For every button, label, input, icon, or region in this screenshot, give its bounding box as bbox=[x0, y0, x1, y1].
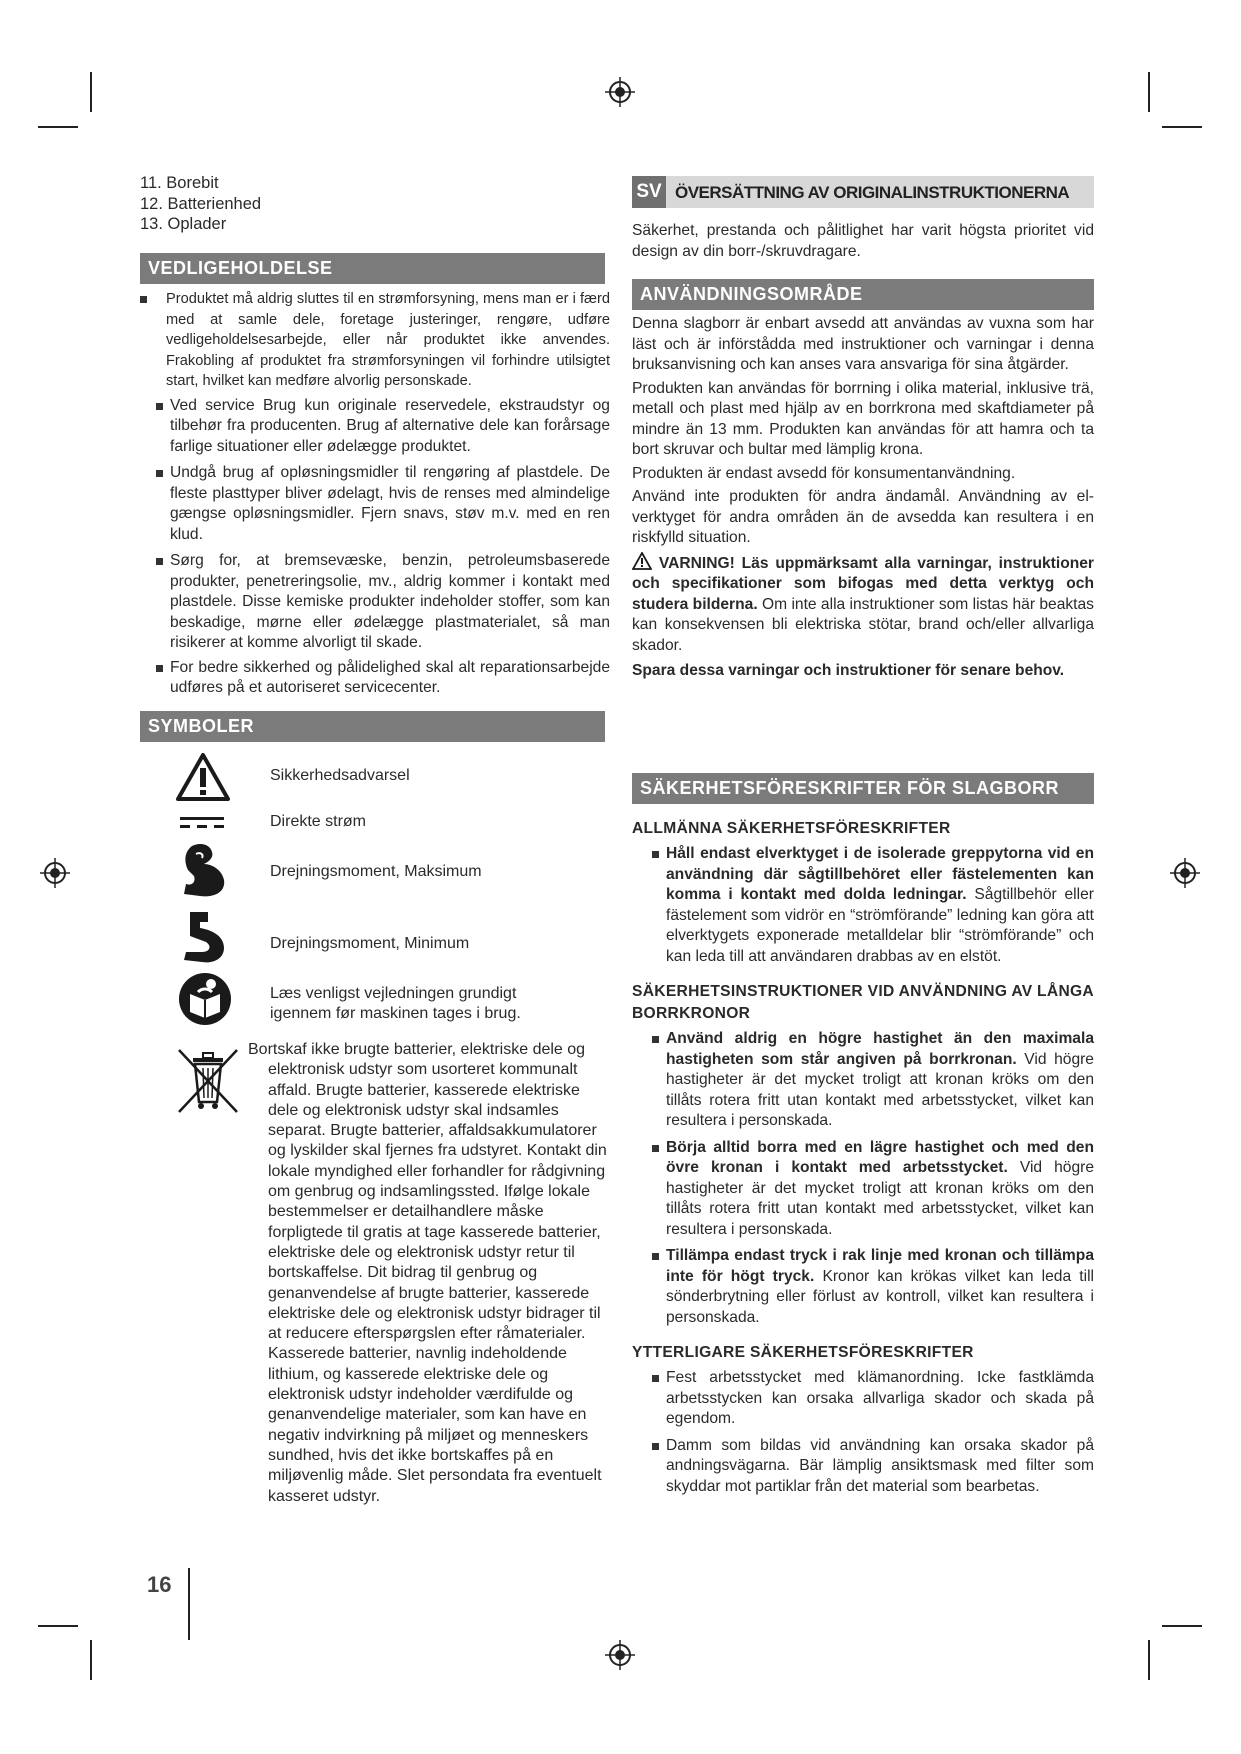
registration-mark-icon bbox=[605, 1640, 635, 1670]
list-item: Fest arbetsstycket med klämanordning. Icke fastklämda arbetsstycken kan orsaka allvarliga skador och skada på egendom. bbox=[652, 1368, 1094, 1430]
symbol-label: Sikkerhedsadvarsel bbox=[270, 767, 410, 784]
symbol-label: Læs venligst vejledningen grundigt igennem før maskinen tages i brug. bbox=[270, 985, 521, 1022]
usage-paragraph: Produkten kan användas för borrning i olika material, inklusive trä, metall och plast med hjälp av en borrkrona med skaftdiameter på mindre än 13 mm. Produkten kan användas för att hamra och ta bort skruvar och bultar med lämplig krona. bbox=[632, 379, 1094, 458]
list-item: Sørg for, at bremsevæske, benzin, petroleumsbaserede produkter, penetreringsolie, mv., aldrig kommer i kontakt med plastdele. Disse kemiske produkter indeholder stoffer, som kan beskadige, mørne eller ødelægge plastmaterialet, så man risikerer at komme alvorligt til skade. bbox=[156, 551, 610, 654]
warning-triangle-icon bbox=[175, 752, 231, 802]
safety-section bbox=[632, 818, 1094, 1497]
torque-max-icon bbox=[178, 842, 228, 898]
usage-paragraph: Använd inte produkten för andra ändamål. Användning av el-verktyget för andra områden än de avsedda kan resultera i en riskfylld situation. bbox=[632, 488, 1094, 546]
usage-paragraph: Denna slagborr är enbart avsedd att användas av vuxna som har läst och är införstådda med instruktioner och varningar i denna bruksanvisning och kan anses vara ansvariga för sina åtgärder. bbox=[632, 315, 1094, 373]
subheading-extra: YTTERLIGARE SÄKERHETSFÖRESKRIFTER bbox=[632, 1344, 974, 1361]
usage-paragraph: Produkten är endast avsedd för konsumentanvändning. bbox=[632, 464, 1016, 482]
language-title: ÖVERSÄTTNING AV ORIGINALINSTRUKTIONERNA bbox=[675, 183, 1070, 202]
list-item: For bedre sikkerhed og pålidelighed skal alt reparationsarbejde udføres på et autoriseret servicecenter. bbox=[156, 658, 610, 699]
symbol-label: Drejningsmoment, Maksimum bbox=[270, 863, 482, 880]
crop-mark bbox=[1148, 72, 1150, 112]
list-item: 11. Borebit bbox=[140, 174, 219, 192]
list-item: Börja alltid borra med en lägre hastighet och med den övre kronan i kontakt med arbetsstycket. Vid högre hastigheter är det mycket troligt att kronan kröks om den tillåts rotera fritt utan kontakt med arbetsstycket, vilket kan resultera i personskada. bbox=[652, 1138, 1094, 1241]
list-item: 12. Batterienhed bbox=[140, 194, 262, 213]
torque-min-icon bbox=[178, 908, 228, 964]
section-header-usage: ANVÄNDNINGSOMRÅDE bbox=[632, 279, 1094, 310]
intro-text: Säkerhet, prestanda och pålitlighet har varit högsta prioritet vid design av din borr-/skruvdragare. bbox=[632, 222, 1094, 260]
list-item: Damm som bildas vid användning kan orsaka skador på andningsvägarna. Bär lämplig ansiktsmask med filter som skyddar mot partiklar från det material som bearbetas. bbox=[652, 1436, 1094, 1498]
warning-bold: VARNING! Läs uppmärksamt alla varningar, instruktioner och specifikationer som bifogas med detta verktyg och studera bilderna. bbox=[632, 554, 1094, 613]
crop-mark bbox=[90, 72, 92, 112]
crop-mark bbox=[38, 126, 78, 128]
registration-mark-icon bbox=[605, 77, 635, 107]
direct-current-icon bbox=[180, 816, 224, 830]
list-item: Undgå brug af opløsningsmidler til rengøring af plastdele. De fleste plasttyper bliver ødelagt, hvis de renses med almindelige gængse opløsningsmidler. Fjern snavs, støv m.v. med en ren klud. bbox=[156, 463, 610, 545]
registration-mark-icon bbox=[40, 858, 70, 888]
warning-triangle-icon bbox=[632, 552, 652, 570]
list-item: Använd aldrig en högre hastighet än den maximala hastigheten som står angiven på borrkronan. Vid högre hastigheter är det mycket troligt att kronan kröks om den tillåts rotera fritt utan kontakt med arbetsstycket, vilket kan resultera i personskada. bbox=[652, 1029, 1094, 1132]
list-item: 13. Oplader bbox=[140, 215, 227, 233]
list-item: Produktet må aldrig sluttes til en strømforsyning, mens man er i færd med at samle dele, foretage justeringer, rengøre, udføre vedligeholdelsesarbejde, eller når produktet ikke anvendes. Frakobling af produktet fra strømforsyningen vil forhindre utilsigtet start, hvilket kan medføre alvorlig personskade. bbox=[140, 289, 610, 392]
parts-list bbox=[140, 173, 261, 235]
weee-bin-icon bbox=[175, 1046, 241, 1116]
disposal-text: Bortskaf ikke brugte batterier, elektriske dele og elektronisk udstyr som usorteret kommunalt affald. Brugte batterier, kasserede elektriske dele og elektronisk udstyr skal indsamles separat. Brugte batterier, affaldsakkumulatorer og lyskilder skal fjernes fra udstyret. Kontakt din lokale myndighed eller forhandler for rådgivning om genbrug og indsamlingssted. Ifølge lokale bestemmelser er detailhandlere måske forpligtede til gratis at tage kasserede batterier, elektriske dele og elektronisk udstyr retur til bortskaffelse. Dit bidrag til genbrug og genanvendelse af brugte batterier, kasserede elektriske dele og elektronisk udstyr bidrager til at reducere efterspørgslen efter råmaterialer. Kasserede batterier, navnlig indeholdende lithium, og kasserede elektriske dele og elektronisk udstyr indeholder værdifulde og genanvendelige materialer, som kan have en negativ indvirkning på miljøet og menneskers sundhed, hvis det ikke bortskaffes på en miljøvenlig måde. Slet persondata fra eventuelt kasseret udstyr. bbox=[248, 1041, 607, 1505]
save-instructions: Spara dessa varningar och instruktioner för senare behov. bbox=[632, 662, 1065, 679]
maintenance-list bbox=[140, 289, 610, 699]
read-manual-icon bbox=[178, 972, 232, 1026]
symbol-label: Drejningsmoment, Minimum bbox=[270, 935, 470, 952]
subheading-long-bits: SÄKERHETSINSTRUKTIONER VID ANVÄNDNING AV LÅNGA BORRKRONOR bbox=[632, 983, 1094, 1022]
crop-mark bbox=[38, 1625, 78, 1627]
warning-paragraph bbox=[632, 552, 1094, 657]
section-header-symbols: SYMBOLER bbox=[140, 711, 605, 742]
subheading-general: ALLMÄNNA SÄKERHETSFÖRESKRIFTER bbox=[632, 820, 951, 837]
section-header-maintenance: VEDLIGEHOLDELSE bbox=[140, 253, 605, 284]
symbol-label: Direkte strøm bbox=[270, 813, 366, 830]
crop-mark bbox=[90, 1640, 92, 1680]
page-number-divider bbox=[188, 1568, 190, 1640]
list-item: Tillämpa endast tryck i rak linje med kronan och tillämpa inte för högt tryck. Kronor kan krökas vilket kan leda till sönderbrytning eller förlust av kontroll, vilket kan resultera i personskada. bbox=[652, 1246, 1094, 1328]
warning-text: Om inte alla instruktioner som listas här beaktas kan konsekvensen bli elektriska stötar, brand och/eller allvarliga skador. bbox=[632, 595, 1094, 654]
language-code-badge: SV bbox=[632, 176, 666, 208]
list-item: Håll endast elverktyget i de isolerade greppytorna vid en användning där sågtillbehöret eller fästelementen kan komma i kontakt med dolda ledningar. Sågtillbehör eller fästelement som vidrör en “strömförande” ledning kan göra att elverktygets exponerade metalldelar blir “strömförande” och kan leda till att användaren drabbas av en elstöt. bbox=[652, 844, 1094, 967]
crop-mark bbox=[1162, 1625, 1202, 1627]
registration-mark-icon bbox=[1170, 858, 1200, 888]
usage-section bbox=[632, 314, 1094, 682]
crop-mark bbox=[1148, 1640, 1150, 1680]
language-header bbox=[632, 176, 1094, 208]
crop-mark bbox=[1162, 126, 1202, 128]
section-header-safety: SÄKERHETSFÖRESKRIFTER FÖR SLAGBORR bbox=[632, 773, 1094, 804]
list-item: Ved service Brug kun originale reservedele, ekstraudstyr og tilbehør fra producenten. Brug af alternative dele kan forårsage farlige situationer eller ødelægge produktet. bbox=[156, 396, 610, 458]
disposal-section bbox=[140, 1040, 610, 1560]
page-number: 16 bbox=[147, 1572, 172, 1597]
